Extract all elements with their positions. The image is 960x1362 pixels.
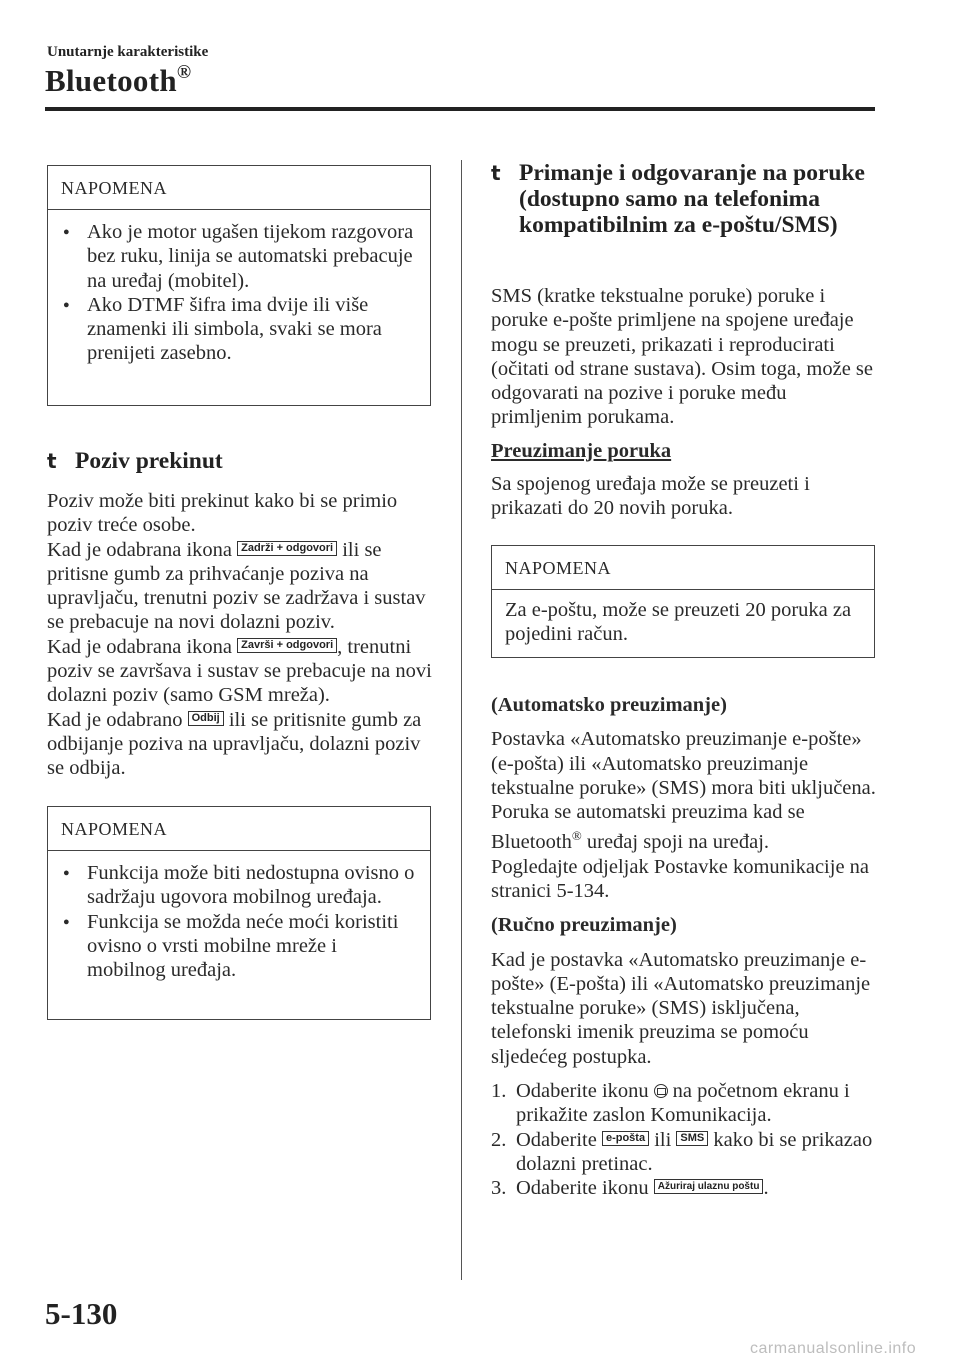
note-box-engine-dtmf (47, 165, 431, 406)
communication-icon[interactable] (654, 1084, 668, 1098)
watermark: carmanualsonline.info (750, 1340, 917, 1357)
auto-download-heading: (Automatsko preuzimanje) (491, 694, 727, 716)
download-procedure (491, 693, 877, 1200)
end-answer-button[interactable]: Završi + odgovori (237, 638, 337, 653)
paragraph: Poziv može biti prekinut kako bi se primio poziv treće osobe. (47, 490, 398, 537)
page-number: 5-130 (45, 1296, 118, 1331)
manual-download-heading: (Ručno preuzimanje) (491, 914, 677, 937)
note-item: ● Funkcija se možda neće moći koristiti ovisno o vrsti mobilne mreže i mobilnog uređaja. (61, 910, 418, 983)
section-heading-messages: t Primanje i odgovaranje na poruke (dostupno samo na telefonima kompatibilnim za e-poštu/SMS) (491, 160, 865, 238)
registered-mark: ® (176, 62, 192, 83)
column-divider (461, 160, 462, 1280)
email-button[interactable]: e-pošta (602, 1131, 649, 1146)
note-heading: NAPOMENA (48, 166, 430, 210)
paragraph: Kad je odabrana ikona Zadrži + odgovori ili se pritisne gumb za prihvaćanje poziva na upravljaču, trenutni poziv se zadržava i sustav se prebacuje na novi dolazni poziv. (47, 538, 426, 634)
note-heading: NAPOMENA (492, 546, 874, 590)
section-label: Unutarnje karakteristike (47, 44, 209, 60)
step-item: 2. Odaberite e-pošta ili SMS kako bi se prikazao dolazni pretinac. (491, 1128, 873, 1175)
paragraph: Kad je postavka «Automatsko preuzimanje e-pošte» (E-pošta) ili «Automatsko preuzimanje tekstualne poruke» (SMS) isključena, telefonski imenik preuzima se pomoću sljedećeg postupka. (491, 948, 871, 1068)
sms-button[interactable]: SMS (676, 1131, 708, 1146)
call-waiting-body (47, 489, 437, 781)
note-item: ● Funkcija može biti nedostupna ovisno o sadržaju ugovora mobilnog uređaja. (61, 861, 418, 910)
step-item: 1. Odaberite ikonu na početnom ekranu i prikažite zaslon Komunikacija. (491, 1079, 850, 1127)
note-item: ● Ako DTMF šifra ima dvije ili više znamenki ili simbola, svaki se mora prenijeti zasebno. (61, 293, 418, 366)
subsection-heading: Preuzimanje poruka (491, 439, 672, 462)
update-inbox-button[interactable]: Ažuriraj ulaznu poštu (654, 1179, 764, 1194)
note-text: Za e-poštu, može se preuzeti 20 poruka za pojedini račun. (505, 599, 852, 646)
step-item: 3. Odaberite ikonu Ažuriraj ulaznu poštu . (491, 1177, 769, 1200)
paragraph: Postavka «Automatsko preuzimanje e-pošte» (e-pošta) ili «Automatsko preuzimanje tekstualne poruke» (SMS) mora biti uključena. Poruka se automatski preuzima kad se Bluetooth® uređaj spoji na uređaj. (491, 728, 876, 854)
note-box-availability (47, 806, 431, 1020)
hold-answer-button[interactable]: Zadrži + odgovori (237, 541, 337, 556)
paragraph: Pogledajte odjeljak Postavke komunikacije na stranici 5-134. (491, 855, 870, 902)
page-title: Bluetooth® (45, 62, 192, 98)
note-heading: NAPOMENA (48, 807, 430, 851)
section-marker: t (491, 161, 501, 185)
reject-button[interactable]: Odbij (188, 711, 224, 726)
note-item: ● Ako je motor ugašen tijekom razgovora bez ruku, linija se automatski prebacuje na uređaj (mobitel). (61, 220, 418, 293)
title-rule (45, 107, 875, 111)
section-heading-call-waiting: t Poziv prekinut (47, 448, 223, 474)
paragraph: Kad je odabrano Odbij ili se pritisnite gumb za odbijanje poziva na upravljaču, dolazni poziv se odbija. (47, 708, 422, 780)
note-box-email-limit (491, 545, 875, 658)
paragraph: SMS (kratke tekstualne poruke) poruke i poruke e-pošte primljene na spojene uređaje mogu se preuzeti, prikazati i reproducirati (očitati od strane sustava). Osim toga, može se odgovarati na pozive i poruke među primljenim porukama. (491, 285, 873, 429)
section-marker: t (47, 449, 57, 473)
paragraph: Kad je odabrana ikona Završi + odgovori , trenutni poziv se završava i sustav se prebacuje na novi dolazni poziv (samo GSM mreža). (47, 635, 432, 707)
paragraph: Sa spojenog uređaja može se preuzeti i prikazati do 20 novih poruka. (491, 473, 810, 520)
messages-intro (491, 284, 877, 521)
